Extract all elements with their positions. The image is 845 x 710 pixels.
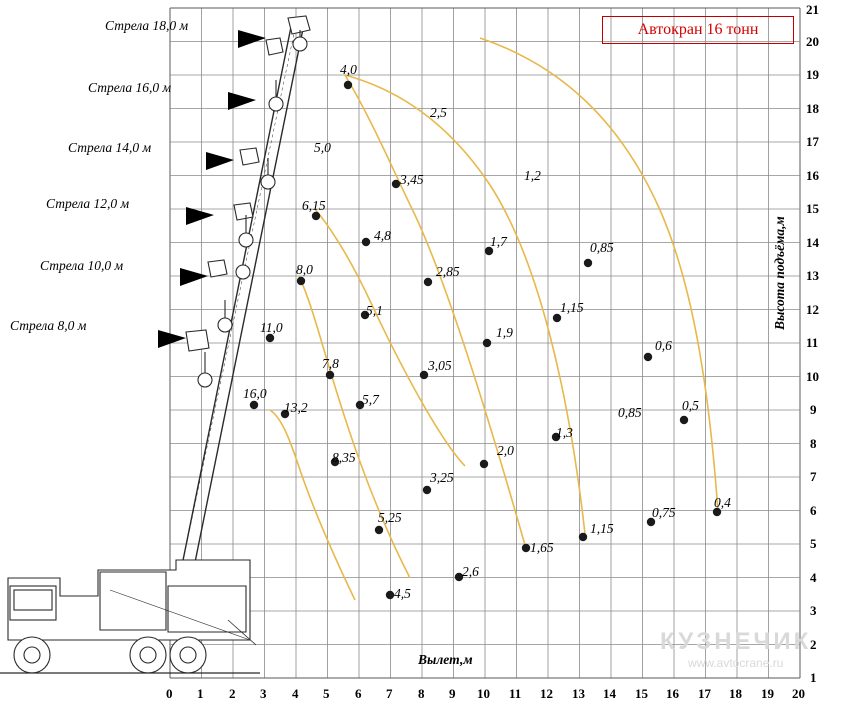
- y-tick-9: 9: [810, 402, 817, 417]
- point-label-0-85b: 0,85: [618, 405, 642, 420]
- y-tick-14: 14: [806, 235, 819, 250]
- y-tick-6: 6: [810, 503, 817, 518]
- y-tick-13: 13: [806, 268, 819, 283]
- curve-boom-18: [480, 38, 718, 512]
- x-tick-4: 4: [292, 686, 299, 701]
- x-axis-label: Вылет,м: [418, 652, 473, 667]
- y-tick-3: 3: [810, 603, 817, 618]
- point-label-2-85: 2,85: [436, 264, 460, 279]
- y-tick-10: 10: [806, 369, 819, 384]
- y-tick-1: 1: [810, 670, 817, 685]
- point-label-8-35: 8,35: [332, 450, 356, 465]
- point-label-4-8: 4,8: [374, 228, 391, 243]
- x-tick-16: 16: [666, 686, 679, 701]
- y-tick-5: 5: [810, 536, 817, 551]
- y-tick-16: 16: [806, 168, 819, 183]
- point-label-1-7: 1,7: [490, 234, 507, 249]
- x-tick-7: 7: [386, 686, 393, 701]
- point-label-8-0: 8,0: [296, 262, 313, 277]
- y-tick-17: 17: [806, 134, 819, 149]
- x-tick-20: 20: [792, 686, 805, 701]
- point-label-5-0: 5,0: [314, 140, 331, 155]
- y-tick-20: 20: [806, 34, 819, 49]
- x-tick-15: 15: [635, 686, 648, 701]
- watermark-brand: КУЗНЕЧИК: [660, 628, 812, 655]
- boom-label-16m: Стрела 16,0 м: [88, 80, 172, 95]
- curve-boom-10: [299, 276, 410, 578]
- point-label-0-6: 0,6: [655, 338, 672, 353]
- y-tick-7: 7: [810, 469, 817, 484]
- point-label-11-0: 11,0: [260, 320, 283, 335]
- point-label-6-15: 6,15: [302, 198, 326, 213]
- crane-illustration: [0, 16, 310, 673]
- point-label-1-3: 1,3: [556, 425, 573, 440]
- point-label-4-0: 4,0: [340, 62, 357, 77]
- point-label-0-5: 0,5: [682, 398, 699, 413]
- y-tick-19: 19: [806, 67, 819, 82]
- y-tick-21: 21: [806, 2, 819, 17]
- x-tick-12: 12: [540, 686, 553, 701]
- x-tick-18: 18: [729, 686, 742, 701]
- x-tick-9: 9: [449, 686, 456, 701]
- point-label-1-15b: 1,15: [590, 521, 614, 536]
- point-label-0-75: 0,75: [652, 505, 676, 520]
- x-tick-3: 3: [260, 686, 267, 701]
- x-tick-5: 5: [323, 686, 330, 701]
- x-tick-14: 14: [603, 686, 616, 701]
- x-tick-2: 2: [229, 686, 236, 701]
- point-label-2-6: 2,6: [462, 564, 479, 579]
- chart-title-box: [602, 16, 794, 44]
- point-label-13-2: 13,2: [284, 400, 308, 415]
- curve-boom-8: [270, 410, 355, 600]
- boom-label-18m: Стрела 18,0 м: [105, 18, 189, 33]
- point-label-3-05: 3,05: [428, 358, 452, 373]
- boom-pointer-arrows: [158, 30, 266, 348]
- x-tick-1: 1: [197, 686, 204, 701]
- y-tick-15: 15: [806, 201, 819, 216]
- y-tick-4: 4: [810, 570, 817, 585]
- x-tick-8: 8: [418, 686, 425, 701]
- curve-boom-12: [315, 209, 465, 466]
- y-tick-18: 18: [806, 101, 819, 116]
- watermark-url: www.avtocrane.ru: [688, 656, 784, 670]
- y-axis-label: Высота подъёма,м: [772, 216, 787, 330]
- boom-label-12m: Стрела 12,0 м: [46, 196, 130, 211]
- point-label-2-5: 2,5: [430, 105, 447, 120]
- point-label-16-0: 16,0: [243, 386, 267, 401]
- point-label-1-15a: 1,15: [560, 300, 584, 315]
- point-label-0-85a: 0,85: [590, 240, 614, 255]
- y-tick-12: 12: [806, 302, 819, 317]
- point-label-4-5: 4,5: [394, 586, 411, 601]
- point-label-0-4: 0,4: [714, 495, 731, 510]
- point-label-1-9: 1,9: [496, 325, 513, 340]
- point-label-5-25: 5,25: [378, 510, 402, 525]
- x-tick-19: 19: [761, 686, 774, 701]
- point-label-7-8: 7,8: [322, 356, 339, 371]
- y-tick-2: 2: [810, 637, 817, 652]
- point-label-2-0: 2,0: [497, 443, 514, 458]
- x-tick-11: 11: [509, 686, 522, 701]
- y-tick-11: 11: [806, 335, 819, 350]
- point-label-3-45: 3,45: [400, 172, 424, 187]
- x-tick-10: 10: [477, 686, 490, 701]
- x-tick-13: 13: [572, 686, 585, 701]
- x-tick-17: 17: [698, 686, 711, 701]
- point-label-1-2: 1,2: [524, 168, 541, 183]
- boom-label-8m: Стрела 8,0 м: [10, 318, 87, 333]
- y-tick-8: 8: [810, 436, 817, 451]
- chart-title: Автокран 16 тонн: [637, 21, 759, 38]
- point-label-5-7: 5,7: [362, 392, 379, 407]
- boom-label-10m: Стрела 10,0 м: [40, 258, 124, 273]
- boom-label-14m: Стрела 14,0 м: [68, 140, 152, 155]
- x-tick-6: 6: [355, 686, 362, 701]
- x-tick-0: 0: [166, 686, 173, 701]
- point-label-3-25: 3,25: [430, 470, 454, 485]
- point-label-1-65: 1,65: [530, 540, 554, 555]
- point-label-5-1: 5,1: [366, 303, 383, 318]
